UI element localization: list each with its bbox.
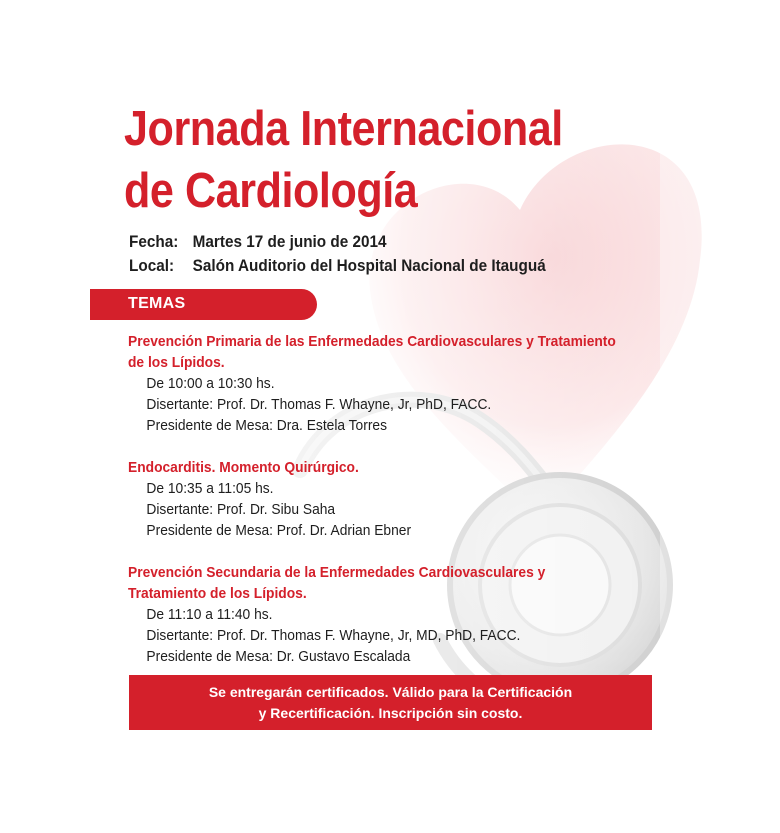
certificate-notice-text	[129, 682, 652, 724]
topic-speaker: Disertante: Prof. Dr. Sibu Saha	[146, 501, 336, 518]
topic-speaker: Disertante: Prof. Dr. Thomas F. Whayne, Jr, MD, PhD, FACC.	[146, 627, 521, 644]
event-title-line-1: Jornada Internacional	[124, 102, 563, 156]
venue-label: Local:	[129, 256, 175, 275]
topics-header-label: TEMAS	[128, 295, 186, 312]
topic-time: De 10:35 a 11:05 hs.	[146, 480, 274, 497]
topic-time: De 10:00 a 10:30 hs.	[146, 375, 275, 392]
topic-title: Tratamiento de los Lípidos.	[128, 585, 307, 602]
certificate-notice-line-2: y Recertificación. Inscripción sin costo.	[258, 705, 523, 721]
topic-item	[128, 331, 658, 436]
topic-speaker: Disertante: Prof. Dr. Thomas F. Whayne, Jr, PhD, FACC.	[146, 396, 492, 413]
topic-chair: Presidente de Mesa: Dr. Gustavo Escalada	[146, 648, 411, 665]
topic-chair: Presidente de Mesa: Prof. Dr. Adrian Ebner	[146, 522, 412, 539]
topic-title: Prevención Secundaria de la Enfermedades Cardiovasculares y	[128, 564, 546, 581]
event-title-line-2: de Cardiología	[124, 164, 418, 218]
topic-chair: Presidente de Mesa: Dra. Estela Torres	[146, 417, 387, 434]
venue-value: Salón Auditorio del Hospital Nacional de Itauguá	[192, 256, 546, 275]
certificate-notice-box	[129, 675, 652, 730]
venue-row	[129, 254, 546, 278]
topic-time: De 11:10 a 11:40 hs.	[146, 606, 273, 623]
topic-title: de los Lípidos.	[128, 354, 225, 371]
date-value: Martes 17 de junio de 2014	[192, 232, 387, 251]
event-info	[129, 230, 546, 278]
topic-item	[128, 457, 436, 541]
topic-item	[128, 562, 582, 667]
topic-title: Endocarditis. Momento Quirúrgico.	[128, 459, 359, 476]
certificate-notice-line-1: Se entregarán certificados. Válido para la Certificación	[208, 684, 573, 700]
topics-header-bar	[90, 289, 317, 320]
event-title	[124, 98, 563, 222]
date-label: Fecha:	[129, 232, 179, 251]
topic-title: Prevención Primaria de las Enfermedades Cardiovasculares y Tratamiento	[128, 333, 616, 350]
date-row	[129, 230, 546, 254]
